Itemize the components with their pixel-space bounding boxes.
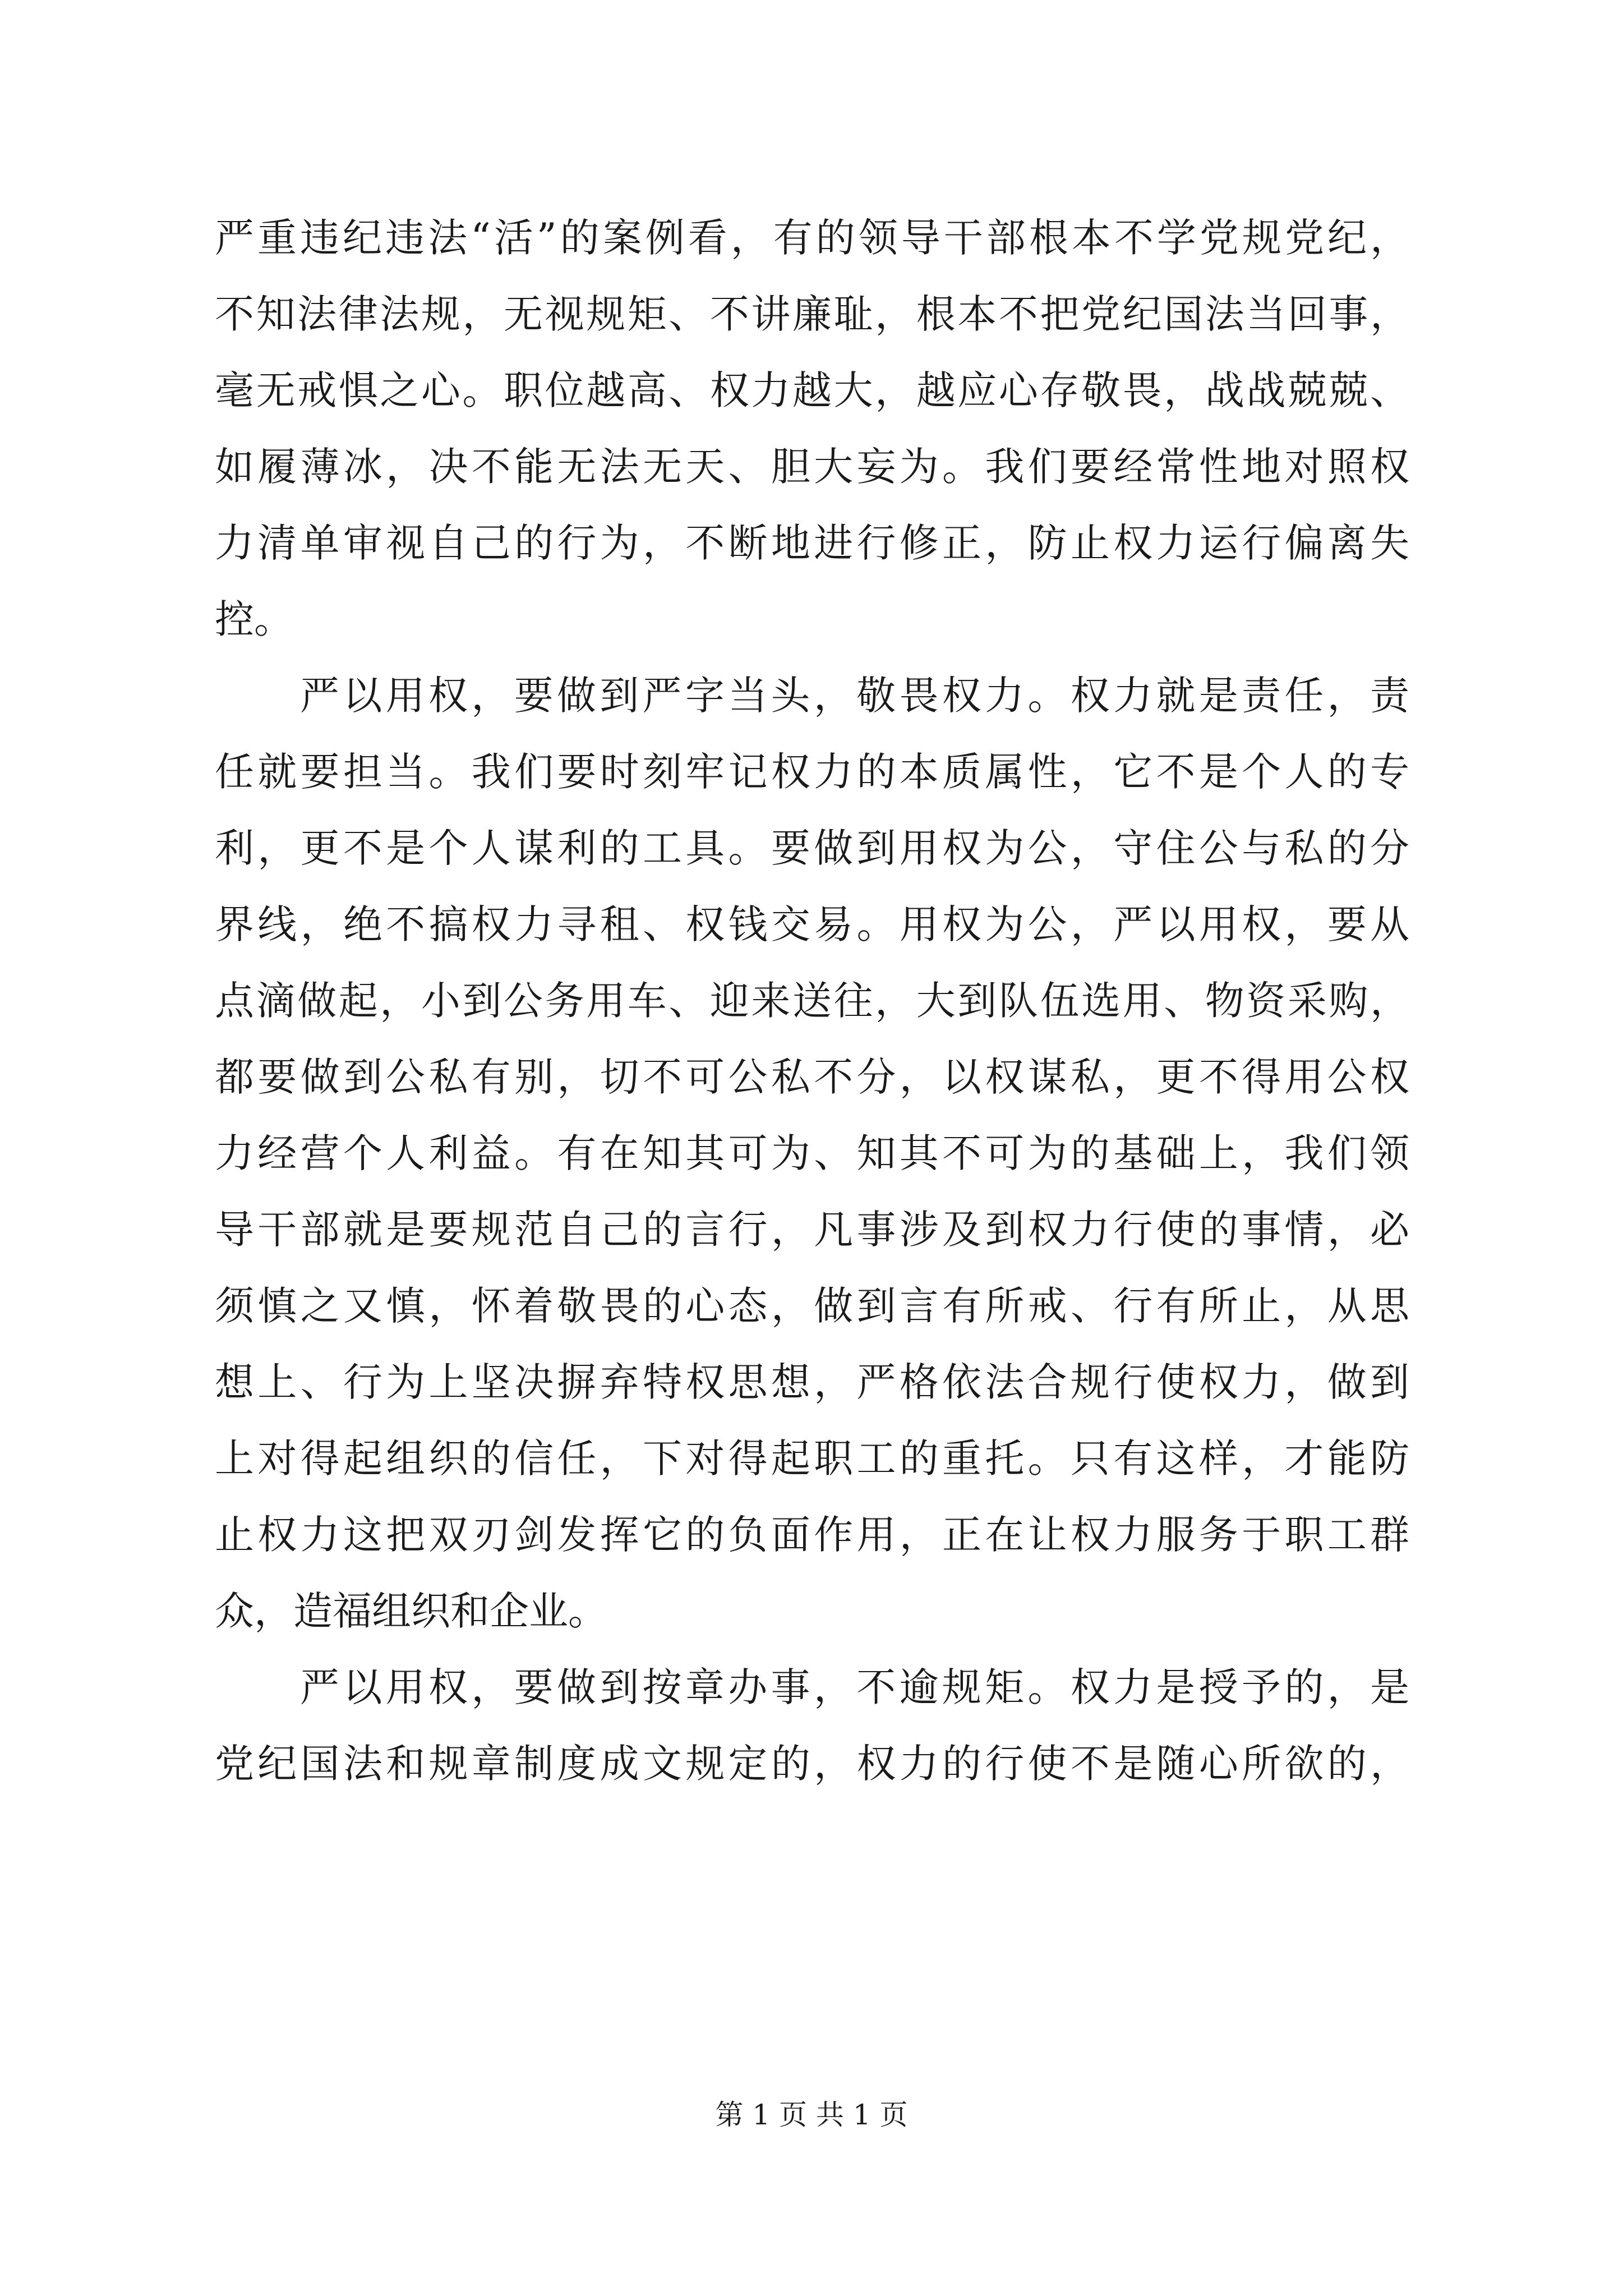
paragraph-2-line-4: 界线，绝不搞权力寻租、权钱交易。用权为公，严以用权，要从: [215, 901, 1409, 947]
paragraph-3-line-1: 严以用权，要做到按章办事，不逾规矩。权力是授予的，是: [300, 1664, 1409, 1710]
paragraph-2-line-6: 都要做到公私有别，切不可公私不分，以权谋私，更不得用公权: [215, 1054, 1409, 1100]
paragraph-2-line-2: 任就要担当。我们要时刻牢记权力的本质属性，它不是个人的专: [215, 749, 1409, 795]
paragraph-2-line-12: 止权力这把双刃剑发挥它的负面作用，正在让权力服务于职工群: [215, 1512, 1409, 1558]
paragraph-2-line-10: 想上、行为上坚决摒弃特权思想，严格依法合规行使权力，做到: [215, 1359, 1409, 1405]
paragraph-2-line-11: 上对得起组织的信任，下对得起职工的重托。只有这样，才能防: [215, 1435, 1409, 1481]
paragraph-2-line-9: 须慎之又慎，怀着敬畏的心态，做到言有所戒、行有所止，从思: [215, 1283, 1409, 1329]
page-number-footer: 第 1 页 共 1 页: [715, 2099, 908, 2131]
paragraph-2-line-13: 众，造福组织和企业。: [215, 1588, 607, 1634]
paragraph-1-line-6: 控。: [215, 596, 293, 642]
paragraph-3-line-2: 党纪国法和规章制度成文规定的，权力的行使不是随心所欲的，: [215, 1741, 1409, 1787]
paragraph-2-line-7: 力经营个人利益。有在知其可为、知其不可为的基础上，我们领: [215, 1130, 1409, 1176]
paragraph-2-line-3: 利，更不是个人谋利的工具。要做到用权为公，守住公与私的分: [215, 825, 1409, 871]
paragraph-2-line-5: 点滴做起，小到公务用车、迎来送往，大到队伍选用、物资采购，: [215, 978, 1409, 1024]
paragraph-1-line-1: 严重违纪违法“活”的案例看，有的领导干部根本不学党规党纪，: [215, 215, 1409, 261]
paragraph-1-line-5: 力清单审视自己的行为，不断地进行修正，防止权力运行偏离失: [215, 520, 1409, 566]
paragraph-1-line-2: 不知法律法规，无视规矩、不讲廉耻，根本不把党纪国法当回事，: [215, 291, 1409, 337]
paragraph-1-line-3: 毫无戒惧之心。职位越高、权力越大，越应心存敬畏，战战兢兢、: [215, 367, 1409, 413]
paragraph-2-line-8: 导干部就是要规范自己的言行，凡事涉及到权力行使的事情，必: [215, 1207, 1409, 1253]
paragraph-2-line-1: 严以用权，要做到严字当头，敬畏权力。权力就是责任，责: [300, 673, 1409, 719]
paragraph-1-line-4: 如履薄冰，决不能无法无天、胆大妄为。我们要经常性地对照权: [215, 444, 1409, 490]
